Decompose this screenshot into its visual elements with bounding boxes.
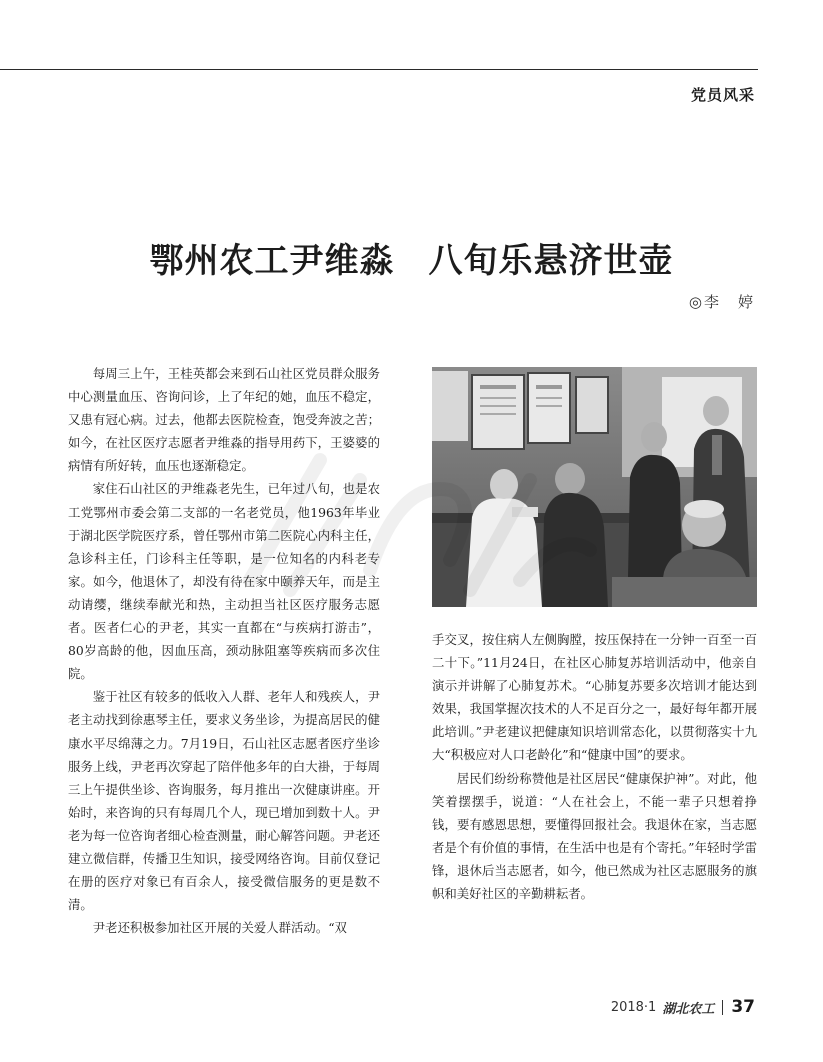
paragraph: 居民们纷纷称赞他是社区居民“健康保护神”。对此，他笑着摆摆手，说道：“人在社会上，不能一辈子只想着挣钱，要有感恩思想，要懂得回报社会。我退休在家，当志愿者是个有价值的事情，在生活中也是有个寄托。”年轻时学雷锋，退休后当志愿者，如今，他已然成为社区志愿服务的旗帜和美好社区的辛勤耕耘者。	[432, 770, 757, 902]
header-rule	[0, 69, 758, 70]
article-title-part2: 八旬乐悬济世壶	[428, 241, 674, 281]
paragraph: 家住石山社区的尹维淼老先生，已年过八旬，也是农工党鄂州市委会第二支部的一名老党员，他1963年毕业于湖北医学院医疗系，曾任鄂州市第二医院心内科主任，急诊科主任，门诊科主任等职，是一位知名的内科老专家。如今，他退休了，却没有待在家中颐养天年，而是主动请缨，继续奉献光和热，主动担当社区医疗服务志愿者。医者仁心的尹老，其实一直都在“与疾病打游击”，80岁高龄的他，因血压高，颈动脉阻塞等疾病而多次住院。	[68, 481, 380, 682]
paragraph: 手交叉，按住病人左侧胸膛，按压保持在一分钟一百至一百二十下。”11月24日，在社区心肺复苏培训活动中，他亲自演示并讲解了心肺复苏术。“心肺复苏要多次培训才能达到效果，我国掌握次技术的人不足百分之一，最好每年都开展此培训。”尹老建议把健康知识培训常态化，以贯彻落实十九大“积极应对人口老龄化”和“健康中国”的要求。	[432, 632, 757, 763]
right-column	[432, 628, 757, 905]
paragraph: 每周三上午，王桂英都会来到石山社区党员群众服务中心测量血压、咨询问诊，上了年纪的她，血压不稳定，又患有冠心病。过去，他都去医院检查，饱受奔波之苦；如今，在社区医疗志愿者尹维淼的指导用药下，王婆婆的病情有所好转，血压也逐渐稳定。	[68, 366, 380, 474]
article-title-part1: 鄂州农工尹维淼	[149, 241, 395, 281]
author-byline: ◎李 婷	[688, 293, 755, 311]
issue-number: 2018·1	[610, 999, 657, 1015]
section-label: 党员风采	[690, 86, 755, 104]
page-number: 37	[731, 997, 755, 1017]
article-title	[0, 233, 823, 282]
magazine-name: 湖北农工	[662, 1001, 715, 1017]
page-footer	[611, 997, 755, 1017]
article-photo	[432, 367, 757, 607]
paragraph: 尹老还积极参加社区开展的关爱人群活动。“双	[92, 920, 347, 936]
footer-divider	[722, 1000, 723, 1015]
left-column	[68, 362, 380, 939]
paragraph: 鉴于社区有较多的低收入人群、老年人和残疾人，尹老主动找到徐惠琴主任，要求义务坐诊，为提高居民的健康水平尽绵薄之力。7月19日，石山社区志愿者医疗坐诊服务上线，尹老再次穿起了陪伴他多年的白大褂，于每周三上午提供坐诊、咨询服务，每月推出一次健康讲座。开始时，来咨询的只有每周几个人，现已增加到数十人。尹老为每一位咨询者细心检查测量，耐心解答问题。尹老还建立微信群，传播卫生知识，接受网络咨询。目前仅登记在册的医疗对象已有百余人，接受微信服务的更是数不清。	[68, 689, 380, 913]
